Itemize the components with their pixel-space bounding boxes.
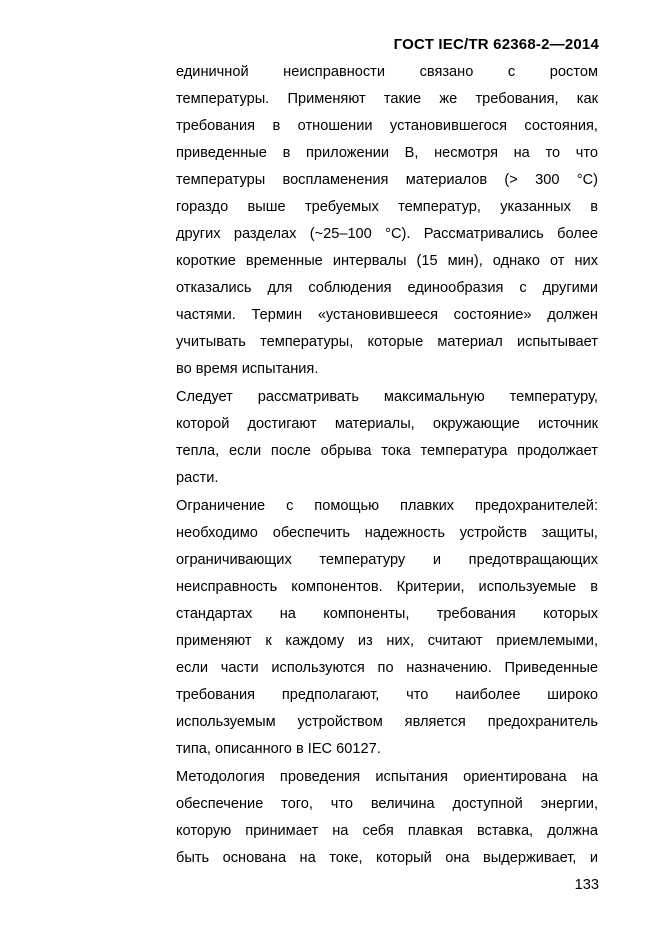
text-line: быть основана на токе, который она выдерживает, и bbox=[176, 850, 598, 866]
text-line: расти. bbox=[176, 470, 219, 486]
text-line: других разделах (~25–100 °С). Рассматривались более bbox=[176, 226, 598, 242]
text-line: Следует рассматривать максимальную температуру, bbox=[176, 389, 598, 405]
text-line: ограничивающих температуру и предотвращающих bbox=[176, 552, 598, 568]
text-line: которой достигают материалы, окружающие источник bbox=[176, 416, 598, 432]
text-line: во время испытания. bbox=[176, 361, 319, 377]
text-line: если части используются по назначению. Приведенные bbox=[176, 660, 598, 676]
text-line: которую принимает на себя плавкая вставка, должна bbox=[176, 823, 598, 839]
text-line: отказались для соблюдения единообразия с другими bbox=[176, 280, 598, 296]
text-line: обеспечение того, что величина доступной энергии, bbox=[176, 796, 598, 812]
body-text bbox=[176, 59, 598, 873]
text-line: необходимо обеспечить надежность устройств защиты, bbox=[176, 525, 598, 541]
text-line: используемым устройством является предохранитель bbox=[176, 714, 598, 730]
text-line: неисправность компонентов. Критерии, используемые в bbox=[176, 579, 598, 595]
page-number: 133 bbox=[574, 877, 599, 893]
text-line: применяют к каждому из них, считают приемлемыми, bbox=[176, 633, 598, 649]
paragraph bbox=[176, 59, 598, 383]
text-line: частями. Термин «установившееся состояние» должен bbox=[176, 307, 598, 323]
text-line: температуры воспламенения материалов (> 300 °С) bbox=[176, 172, 598, 188]
text-line: требования в отношении установившегося состояния, bbox=[176, 118, 598, 134]
paragraph bbox=[176, 384, 598, 492]
text-line: тепла, если после обрыва тока температура продолжает bbox=[176, 443, 598, 459]
text-line: типа, описанного в IEC 60127. bbox=[176, 741, 381, 757]
text-line: приведенные в приложении В, несмотря на то что bbox=[176, 145, 598, 161]
text-line: температуры. Применяют такие же требования, как bbox=[176, 91, 598, 107]
text-line: стандартах на компоненты, требования которых bbox=[176, 606, 598, 622]
paragraph bbox=[176, 493, 598, 763]
text-line: единичной неисправности связано с ростом bbox=[176, 64, 598, 80]
paragraph bbox=[176, 764, 598, 872]
text-line: короткие временные интервалы (15 мин), однако от них bbox=[176, 253, 598, 269]
text-line: требования предполагают, что наиболее широко bbox=[176, 687, 598, 703]
text-line: учитывать температуры, которые материал испытывает bbox=[176, 334, 598, 350]
document-header bbox=[394, 36, 599, 53]
standard-designation: ГОСТ IEC/TR 62368-2—2014 bbox=[393, 36, 599, 53]
text-line: Методология проведения испытания ориентирована на bbox=[176, 769, 598, 785]
text-line: Ограничение с помощью плавких предохранителей: bbox=[176, 498, 598, 514]
text-line: гораздо выше требуемых температур, указанных в bbox=[176, 199, 598, 215]
